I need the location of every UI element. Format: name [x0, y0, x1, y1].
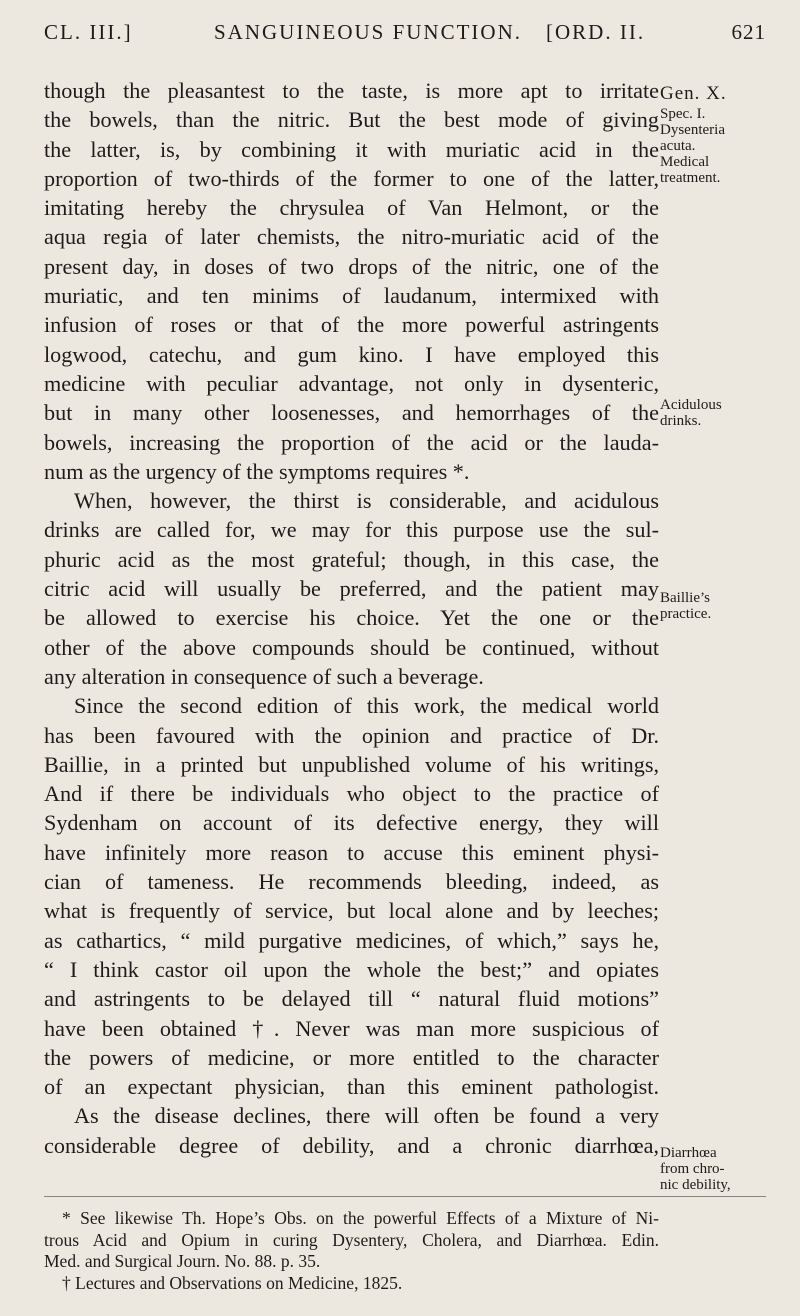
running-header: [44, 20, 766, 50]
text-line: other of the above compounds should be continued, without: [44, 634, 659, 660]
text-line: And if there be individuals who object to the practice of: [44, 781, 659, 807]
footnote-line: trous Acid and Opium in curing Dysentery, Cholera, and Diarrhœa. Edin.: [44, 1229, 659, 1250]
text-line: medicine with peculiar advantage, not only in dysenteric,: [44, 370, 659, 396]
text-line: have infinitely more reason to accuse this eminent physi-: [44, 839, 659, 865]
footnote-divider: [44, 1196, 766, 1197]
margin-species: Spec. I.: [660, 106, 706, 122]
text-line: the bowels, than the nitric. But the best mode of giving: [44, 107, 659, 133]
margin-medical: Medical: [660, 154, 710, 170]
margin-diarrhoea: Diarrhœa: [660, 1145, 717, 1161]
text-line: infusion of roses or that of the more powerful astringents: [44, 312, 659, 338]
text-line: considerable degree of debility, and a chronic diarrhœa,: [44, 1132, 659, 1158]
main-text: [44, 76, 659, 1160]
text-line: any alteration in consequence of such a beverage.: [44, 663, 484, 689]
text-line: cian of tameness. He recommends bleeding, indeed, as: [44, 869, 659, 895]
text-line: When, however, the thirst is considerable, and acidulous: [74, 488, 659, 514]
footnote-line: Med. and Surgical Journ. No. 88. p. 35.: [44, 1251, 321, 1271]
text-line: be allowed to exercise his choice. Yet the one or the: [44, 605, 659, 631]
text-line: aqua regia of later chemists, the nitro-muriatic acid of the: [44, 224, 659, 250]
page-number: 621: [731, 20, 766, 44]
text-line: imitating hereby the chrysulea of Van Helmont, or the: [44, 195, 659, 221]
margin-acuta: acuta.: [660, 138, 696, 154]
text-line: “ I think castor oil upon the whole the best;” and opiates: [44, 956, 659, 982]
margin-note-baillie: [660, 590, 780, 622]
margin-treatment: treatment.: [660, 170, 721, 186]
text-line: As the disease declines, there will often be found a very: [74, 1103, 659, 1129]
footnotes: [44, 1208, 659, 1294]
margin-note-acidulous: [660, 397, 780, 429]
margin-note-diarrhoea: [660, 1145, 780, 1193]
margin-nic-debility: nic debility,: [660, 1177, 731, 1193]
text-line: as cathartics, “ mild purgative medicines, of which,” says he,: [44, 927, 659, 953]
footnote-line: * See likewise Th. Hope’s Obs. on the powerful Effects of a Mixture of Ni-: [62, 1208, 659, 1228]
margin-practice: practice.: [660, 606, 712, 622]
margin-baillie: Baillie’s: [660, 590, 710, 606]
text-line: citric acid will usually be preferred, and the patient may: [44, 576, 659, 602]
text-line: Baillie, in a printed but unpublished volume of his writings,: [44, 751, 659, 777]
text-line: what is frequently of service, but local alone and by leeches;: [44, 898, 659, 924]
text-line: of an expectant physician, than this eminent pathologist.: [44, 1074, 659, 1100]
text-line: and astringents to be delayed till “ natural fluid motions”: [44, 986, 659, 1012]
text-line: logwood, catechu, and gum kino. I have employed this: [44, 341, 659, 367]
text-line: the latter, is, by combining it with muriatic acid in the: [44, 136, 659, 162]
text-line: num as the urgency of the symptoms requires *.: [44, 458, 470, 484]
text-line: the powers of medicine, or more entitled to the character: [44, 1044, 659, 1070]
text-line: bowels, increasing the proportion of the acid or the lauda-: [44, 429, 659, 455]
text-line: drinks are called for, we may for this purpose use the sul-: [44, 517, 659, 543]
header-order: [ORD. II.: [546, 20, 646, 44]
text-line: present day, in doses of two drops of the nitric, one of the: [44, 253, 659, 279]
margin-genus: Gen. X.: [660, 83, 727, 104]
margin-drinks: drinks.: [660, 413, 702, 429]
text-line: Since the second edition of this work, the medical world: [74, 693, 659, 719]
margin-from-chro: from chro-: [660, 1161, 725, 1177]
text-line: phuric acid as the most grateful; though, in this case, the: [44, 546, 659, 572]
text-line: proportion of two-thirds of the former to one of the latter,: [44, 165, 659, 191]
footnote-line: † Lectures and Observations on Medicine, 1825.: [62, 1272, 403, 1293]
header-title: SANGUINEOUS FUNCTION.: [214, 20, 523, 44]
margin-note-classification: [660, 82, 780, 186]
text-line: Sydenham on account of its defective energy, they will: [44, 810, 659, 836]
margin-acidulous: Acidulous: [660, 397, 722, 413]
text-line: though the pleasantest to the taste, is more apt to irritate: [44, 78, 659, 103]
header-chapter: CL. III.]: [44, 20, 133, 44]
text-line: muriatic, and ten minims of laudanum, intermixed with: [44, 283, 659, 309]
text-line: have been obtained †. Never was man more suspicious of: [44, 1015, 659, 1041]
text-line: has been favoured with the opinion and practice of Dr.: [44, 722, 659, 748]
text-line: but in many other loosenesses, and hemorrhages of the: [44, 400, 659, 426]
margin-dysenteria: Dysenteria: [660, 122, 725, 138]
